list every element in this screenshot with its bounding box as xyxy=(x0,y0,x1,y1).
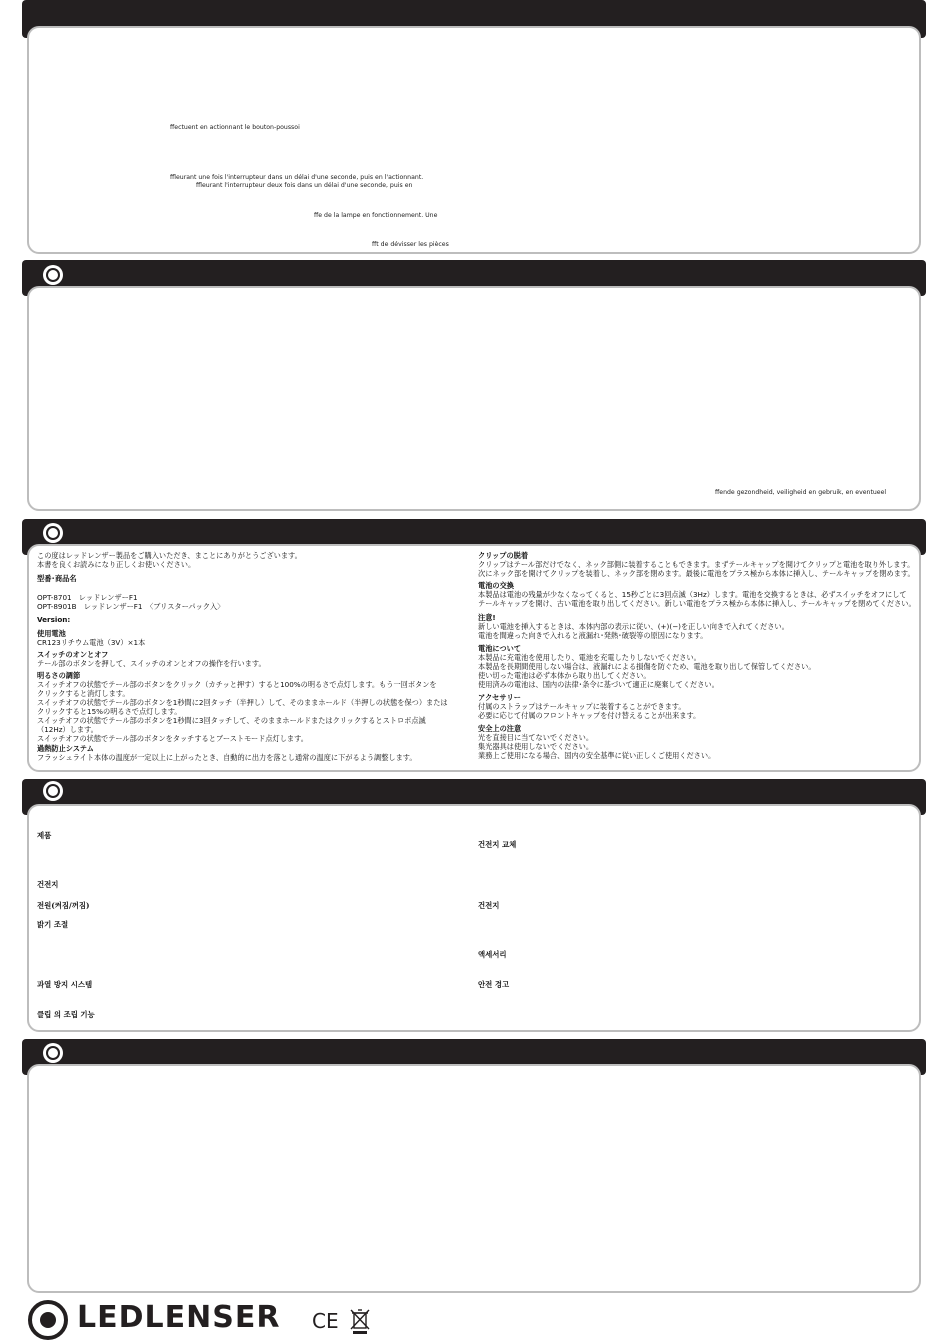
ko-right-battery: 건전지 xyxy=(478,901,500,910)
section-panel-fr xyxy=(27,26,921,254)
jp-left-version: Version: xyxy=(37,615,71,624)
bullet-circle-icon xyxy=(43,265,63,285)
jp-left-heading-overheat: 過熱防止システム xyxy=(37,744,94,753)
section-panel-jp xyxy=(27,544,921,772)
jp-right-13: 使用済みの電池は、国内の法律･条令に基づいて適正に廃棄してください。 xyxy=(478,680,719,689)
jp-right-4: 本製品は電池の残量が少なくなってくると、15秒ごとに3回点滅（3Hz）します。電池を交換するときは、必ずスイッチをオフにして xyxy=(478,590,907,599)
jp-left-3: OPT-8701 レッドレンザーF1 xyxy=(37,593,138,602)
fr-line-3: ffleurant l'interrupteur deux fois dans un délai d'une seconde, puis en xyxy=(196,182,413,189)
jp-left-9: テール部のボタンを押して、スイッチのオンとオフの操作を行います。 xyxy=(37,659,266,668)
ko-left-battery: 건전지 xyxy=(37,880,59,889)
jp-right-16: 必要に応じて付属のフロントキャップを付け替えることが出来ます。 xyxy=(478,711,701,720)
jp-right-19: 集光器具は使用しないでください。 xyxy=(478,742,594,751)
ko-right-battery-change: 건전지 교체 xyxy=(478,840,517,849)
jp-left-heading-model: 型番･商品名 xyxy=(37,574,77,583)
jp-left-14: クリックすると15%の明るさで点灯します。 xyxy=(37,707,182,716)
ko-left-overheat: 과열 방지 시스템 xyxy=(37,980,93,989)
nl-line-1: ffende gezondheid, veiligheid en gebruik, en eventueel xyxy=(715,489,887,496)
ko-left-brightness: 밝기 조절 xyxy=(37,920,69,929)
jp-right-7: 新しい電池を挿入するときは、本体内部の表示に従い、(+)(−)を正しい向きで入れてください。 xyxy=(478,622,789,631)
crossed-bin-icon xyxy=(350,1308,370,1335)
jp-right-2: 次にネック部を開けてクリップを装着し、ネック部を閉めます。最後に電池をプラス極から本体に挿入し、テールキャップを閉めます。 xyxy=(478,569,915,578)
jp-right-1: クリップはテール部だけでなく、ネック部側に装着することもできます。まずテールキャップを開けてクリップと電池を取り外します。 xyxy=(478,560,915,569)
jp-right-20: 業務上ご使用になる場合、国内の安全基準に従い正しくご使用ください。 xyxy=(478,751,716,760)
jp-right-8: 電池を間違った向きで入れると液漏れ･発熱･破裂等の原因になります。 xyxy=(478,631,708,640)
jp-left-heading-switch: スイッチのオンとオフ xyxy=(37,650,109,659)
jp-right-5: テールキャップを開け、古い電池を取り出してください。新しい電池をプラス極から本体に挿入し、テールキャップを閉めてください。 xyxy=(478,599,916,608)
jp-left-4: OPT-8901B レッドレンザーF1 〈ブリスターパック入〉 xyxy=(37,602,225,611)
ko-right-accessory: 액세서리 xyxy=(478,950,507,959)
fr-line-4: ffe de la lampe en fonctionnement. Une xyxy=(314,212,438,219)
jp-right-10: 本製品に充電池を使用したり、電池を充電したりしないでください。 xyxy=(478,653,701,662)
jp-left-11: スイッチオフの状態でテール部のボタンをクリック（カチッと押す）すると100%の明るさで点灯します。もう一回ボタンを xyxy=(37,680,437,689)
ko-left-product: 제품 xyxy=(37,831,52,840)
jp-left-1: 本書を良くお読みになり正しくお使いください。 xyxy=(37,560,196,569)
brand-name: LEDLENSER xyxy=(77,1300,281,1335)
jp-right-heading-battery-change: 電池の交換 xyxy=(478,581,514,590)
jp-right-heading-caution: 注意! xyxy=(478,613,496,622)
jp-left-15: スイッチオフの状態でテール部のボタンを1秒間に3回タッチして、そのままホールドまたはクリックするとストロボ点滅 xyxy=(37,716,426,725)
section-panel-ko xyxy=(27,804,921,1032)
jp-left-17: スイッチオフの状態でテール部のボタンをタッチするとブーストモード点灯します。 xyxy=(37,734,308,743)
jp-left-19: フラッシュライト本体の温度が一定以上に上がったとき、自動的に出力を落とし通常の温度に下がるよう調整します。 xyxy=(37,753,417,762)
jp-left-13: スイッチオフの状態でテール部のボタンを1秒間に2回タッチ（半押し）して、そのままホールド（半押しの状態を保つ）または xyxy=(37,698,448,707)
jp-right-11: 本製品を長期間使用しない場合は、液漏れによる損傷を防ぐため、電池を取り出して保管してください。 xyxy=(478,662,816,671)
bullet-circle-icon xyxy=(43,523,63,543)
jp-left-7: CR123リチウム電池（3V）×1本 xyxy=(37,638,146,647)
section-panel-nl xyxy=(27,286,921,511)
jp-right-heading-about-battery: 電池について xyxy=(478,644,521,653)
bullet-circle-icon xyxy=(43,781,63,801)
ko-left-clip: 클립 의 조립 기능 xyxy=(37,1010,95,1019)
jp-left-heading-brightness: 明るさの調節 xyxy=(37,671,81,680)
section-panel-5 xyxy=(27,1064,921,1293)
ko-right-safety: 안전 경고 xyxy=(478,980,510,989)
jp-right-heading-safety: 安全上の注意 xyxy=(478,724,522,733)
jp-left-12: クリックすると消灯します。 xyxy=(37,689,130,698)
jp-right-heading-clip: クリップの脱着 xyxy=(478,551,529,560)
fr-line-5: fft de dévisser les pièces xyxy=(372,241,449,248)
jp-right-heading-accessory: アクセサリー xyxy=(478,693,521,702)
ko-left-power: 전원(켜짐/꺼짐) xyxy=(37,901,90,910)
jp-left-0: この度はレッドレンザー製品をご購入いただき、まことにありがとうございます。 xyxy=(37,551,302,560)
fr-line-2: ffleurant une fois l'interrupteur dans un délai d'une seconde, puis en l'actionnant. xyxy=(170,174,424,181)
jp-right-18: 光を直接目に当てないでください。 xyxy=(478,733,594,742)
ledlenser-logo-icon xyxy=(28,1300,68,1340)
bullet-circle-icon xyxy=(43,1043,63,1063)
fr-line-1: ffectuent en actionnant le bouton-poussoi xyxy=(170,124,300,131)
jp-right-15: 付属のストラップはテールキャップに装着することができます。 xyxy=(478,702,686,711)
jp-left-16: （12Hz）します。 xyxy=(37,725,98,734)
ce-mark-icon: CE xyxy=(312,1309,339,1333)
jp-right-12: 使い切った電池は必ず本体から取り出してください。 xyxy=(478,671,651,680)
jp-left-heading-battery: 使用電池 xyxy=(37,629,66,638)
